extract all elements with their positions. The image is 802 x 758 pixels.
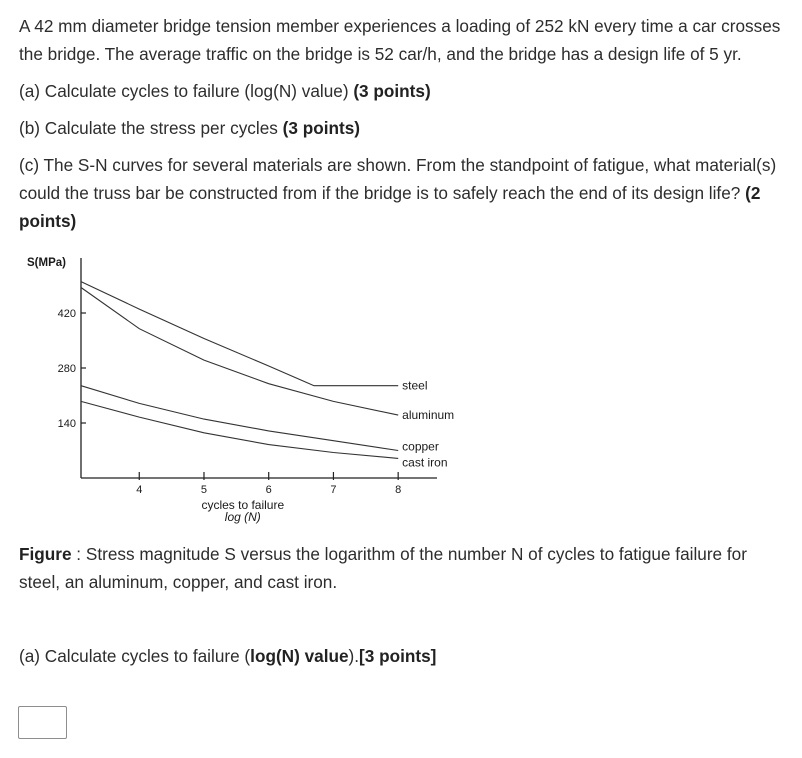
y-tick-label: 280 [57, 363, 76, 375]
question-content [19, 12, 789, 679]
part-c-text: (c) The S-N curves for several materials are shown. From the standpoint of fatigue, what material(s) could the truss bar be constructed from if the bridge is to safely reach the end of its design life? [19, 155, 777, 203]
figure-caption-text: : Stress magnitude S versus the logarithm of the number N of cycles to fatigue failure for steel, an aluminum, copper, and cast iron. [19, 544, 747, 592]
part-a-points: (3 points) [353, 81, 431, 101]
y-axis-label: S(MPa) [27, 257, 66, 269]
series-line-steel [81, 282, 398, 386]
x-tick-label: 5 [200, 484, 208, 496]
series-label-steel: steel [402, 378, 428, 393]
x-tick-label: 8 [395, 484, 402, 496]
x-axis-label: cycles to failure [201, 498, 285, 512]
part-c-line [19, 151, 789, 235]
sn-chart [19, 242, 456, 540]
y-tick-label: 140 [57, 418, 76, 430]
question-a-mid: ). [348, 646, 360, 666]
part-a-text: (a) Calculate cycles to failure (log(N) value) [19, 81, 354, 101]
series-line-copper [81, 386, 398, 451]
figure-caption-label: Figure [19, 544, 72, 564]
series-label-aluminum: aluminum [402, 408, 455, 423]
x-axis-label-2: log (N) [224, 510, 261, 524]
part-b-line [19, 114, 789, 142]
part-a-line [19, 77, 789, 105]
figure-caption [19, 540, 789, 596]
problem-intro: A 42 mm diameter bridge tension member experiences a loading of 252 kN every time a car crosses the bridge. The average traffic on the bridge is 52 car/h, and the bridge has a design life of 5 yr. [19, 16, 781, 64]
part-b-points: (3 points) [282, 118, 360, 138]
question-a-bold: log(N) value [250, 646, 349, 666]
sn-curve-figure [19, 242, 456, 540]
series-label-copper: copper [402, 439, 439, 454]
question-a-points: [3 points] [359, 646, 437, 666]
x-tick-label: 7 [330, 484, 337, 496]
part-c-points: (2 points) [19, 183, 761, 231]
y-tick-label: 420 [57, 308, 76, 320]
series-label-cast-iron: cast iron [402, 455, 448, 470]
x-tick-label: 6 [265, 484, 272, 496]
x-tick-label: 4 [136, 484, 143, 496]
answer-input[interactable] [18, 706, 67, 739]
part-b-text: (b) Calculate the stress per cycles [19, 118, 283, 138]
series-line-cast-iron [81, 401, 398, 458]
series-line-aluminum [81, 288, 398, 416]
question-a-prefix: (a) Calculate cycles to failure ( [19, 646, 251, 666]
question-a-prompt [19, 642, 789, 670]
